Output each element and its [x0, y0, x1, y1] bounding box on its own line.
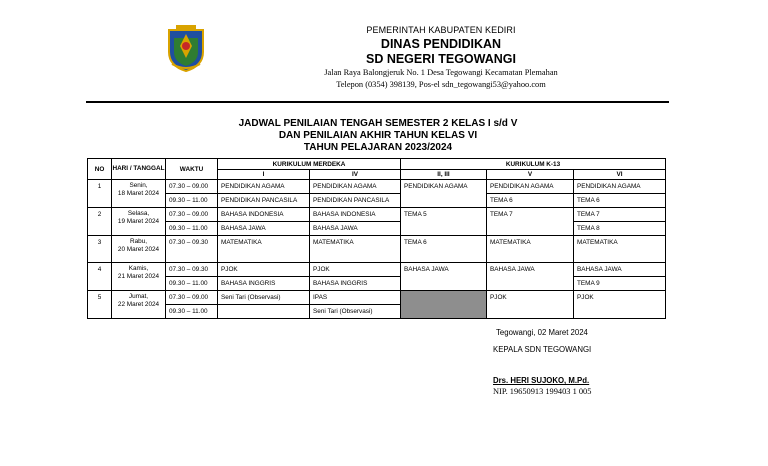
time-cell: 09.30 – 11.00 — [166, 194, 218, 208]
time-cell: 07.30 – 09.00 — [166, 208, 218, 222]
table-row — [88, 222, 666, 236]
subject-class-iv: PJOK — [310, 263, 401, 277]
signature-position: KEPALA SDN TEGOWANGI — [493, 345, 592, 354]
document-title-line-3: TAHUN PELAJARAN 2023/2024 — [303, 142, 453, 153]
time-cell: 07.30 – 09.30 — [166, 236, 218, 263]
row-number: 5 — [88, 291, 112, 319]
subject-class-i — [218, 305, 310, 319]
subject-class-vi: TEMA 9 — [574, 277, 666, 291]
table-row — [88, 236, 666, 263]
table-row — [88, 291, 666, 305]
document-title-line-2: DAN PENILAIAN AKHIR TAHUN KELAS VI — [278, 130, 478, 141]
subject-class-ii-iii — [401, 277, 487, 291]
day-name: Kamis, — [128, 265, 149, 272]
subject-class-v — [487, 222, 574, 236]
day-date-cell — [112, 208, 166, 236]
signature-name: Drs. HERI SUJOKO, M.Pd. — [493, 376, 590, 385]
table-row — [88, 277, 666, 291]
exam-schedule-table — [87, 158, 666, 319]
day-date: 20 Maret 2024 — [117, 246, 160, 253]
subject-class-iv: BAHASA JAWA — [310, 222, 401, 236]
kediri-coat-of-arms-logo — [166, 24, 206, 72]
subject-class-i: PENDIDIKAN AGAMA — [218, 180, 310, 194]
header-class-ii-iii: II, III — [401, 170, 487, 180]
letterhead-government: PEMERINTAH KABUPATEN KEDIRI — [366, 25, 516, 35]
subject-class-i: BAHASA INDONESIA — [218, 208, 310, 222]
header-kurikulum-k13: KURIKULUM K-13 — [401, 159, 666, 170]
subject-class-vi: PJOK — [574, 291, 666, 319]
subject-class-v: PENDIDIKAN AGAMA — [487, 180, 574, 194]
row-number: 1 — [88, 180, 112, 208]
letterhead-divider — [86, 101, 669, 103]
subject-class-ii-iii: TEMA 5 — [401, 208, 487, 222]
time-cell: 07.30 – 09.30 — [166, 263, 218, 277]
day-date-cell — [112, 291, 166, 319]
document-title-line-1: JADWAL PENILAIAN TENGAH SEMESTER 2 KELAS I s/d V — [238, 118, 518, 129]
header-class-iv: IV — [310, 170, 401, 180]
time-cell: 07.30 – 09.00 — [166, 291, 218, 305]
day-date: 22 Maret 2024 — [117, 301, 160, 308]
subject-class-vi: BAHASA JAWA — [574, 263, 666, 277]
header-kurikulum-merdeka: KURIKULUM MERDEKA — [218, 159, 401, 170]
day-date-cell — [112, 263, 166, 291]
table-row — [88, 263, 666, 277]
letterhead-school: SD NEGERI TEGOWANGI — [365, 52, 516, 66]
day-date-cell — [112, 180, 166, 208]
subject-class-vi: MATEMATIKA — [574, 236, 666, 263]
signature-nip: NIP. 19650913 199403 1 005 — [493, 387, 592, 396]
header-day-date: HARI / TANGGAL — [112, 159, 166, 180]
subject-class-v — [487, 277, 574, 291]
subject-class-v: TEMA 7 — [487, 208, 574, 222]
time-cell: 07.30 – 09.00 — [166, 180, 218, 194]
header-time: WAKTU — [166, 159, 218, 180]
table-row — [88, 180, 666, 194]
subject-class-iv: BAHASA INDONESIA — [310, 208, 401, 222]
day-date: 21 Maret 2024 — [117, 273, 160, 280]
row-number: 3 — [88, 236, 112, 263]
subject-class-i: BAHASA JAWA — [218, 222, 310, 236]
subject-class-v: TEMA 6 — [487, 194, 574, 208]
subject-class-vi: PENDIDIKAN AGAMA — [574, 180, 666, 194]
day-name: Selasa, — [127, 210, 150, 217]
subject-class-v: MATEMATIKA — [487, 236, 574, 263]
subject-class-i: BAHASA INGGRIS — [218, 277, 310, 291]
letterhead-contact: Telepon (0354) 398139, Pos-el sdn_tegowangi53@yahoo.com — [336, 80, 546, 89]
subject-class-iv: PENDIDIKAN PANCASILA — [310, 194, 401, 208]
subject-class-vi: TEMA 8 — [574, 222, 666, 236]
subject-class-i: Seni Tari (Observasi) — [218, 291, 310, 305]
subject-class-v: PJOK — [487, 291, 574, 319]
time-cell: 09.30 – 11.00 — [166, 277, 218, 291]
day-date: 18 Maret 2024 — [117, 190, 160, 197]
subject-class-i: PJOK — [218, 263, 310, 277]
day-date-cell — [112, 236, 166, 263]
shaded-empty-cell — [401, 291, 487, 319]
row-number: 2 — [88, 208, 112, 236]
subject-class-ii-iii: TEMA 6 — [401, 236, 487, 263]
table-row — [88, 208, 666, 222]
subject-class-v: BAHASA JAWA — [487, 263, 574, 277]
row-number: 4 — [88, 263, 112, 291]
letterhead-agency: DINAS PENDIDIKAN — [380, 37, 502, 51]
subject-class-vi: TEMA 7 — [574, 208, 666, 222]
subject-class-vi: TEMA 6 — [574, 194, 666, 208]
header-class-i: I — [218, 170, 310, 180]
table-row — [88, 194, 666, 208]
subject-class-ii-iii — [401, 222, 487, 236]
signature-place-date: Tegowangi, 02 Maret 2024 — [496, 328, 588, 337]
subject-class-iv: Seni Tari (Observasi) — [310, 305, 401, 319]
subject-class-ii-iii — [401, 194, 487, 208]
subject-class-ii-iii: PENDIDIKAN AGAMA — [401, 180, 487, 194]
time-cell: 09.30 – 11.00 — [166, 305, 218, 319]
subject-class-iv: IPAS — [310, 291, 401, 305]
time-cell: 09.30 – 11.00 — [166, 222, 218, 236]
subject-class-ii-iii: BAHASA JAWA — [401, 263, 487, 277]
header-class-vi: VI — [574, 170, 666, 180]
header-class-v: V — [487, 170, 574, 180]
day-name: Jumat, — [128, 293, 149, 300]
day-name: Senin, — [129, 182, 148, 189]
subject-class-iv: PENDIDIKAN AGAMA — [310, 180, 401, 194]
day-date: 19 Maret 2024 — [117, 218, 160, 225]
day-name: Rabu, — [129, 238, 148, 245]
header-no: NO — [88, 159, 112, 180]
subject-class-i: PENDIDIKAN PANCASILA — [218, 194, 310, 208]
subject-class-iv: BAHASA INGGRIS — [310, 277, 401, 291]
letterhead-address: Jalan Raya Balongjeruk No. 1 Desa Tegowangi Kecamatan Plemahan — [324, 68, 558, 77]
subject-class-iv: MATEMATIKA — [310, 236, 401, 263]
subject-class-i: MATEMATIKA — [218, 236, 310, 263]
